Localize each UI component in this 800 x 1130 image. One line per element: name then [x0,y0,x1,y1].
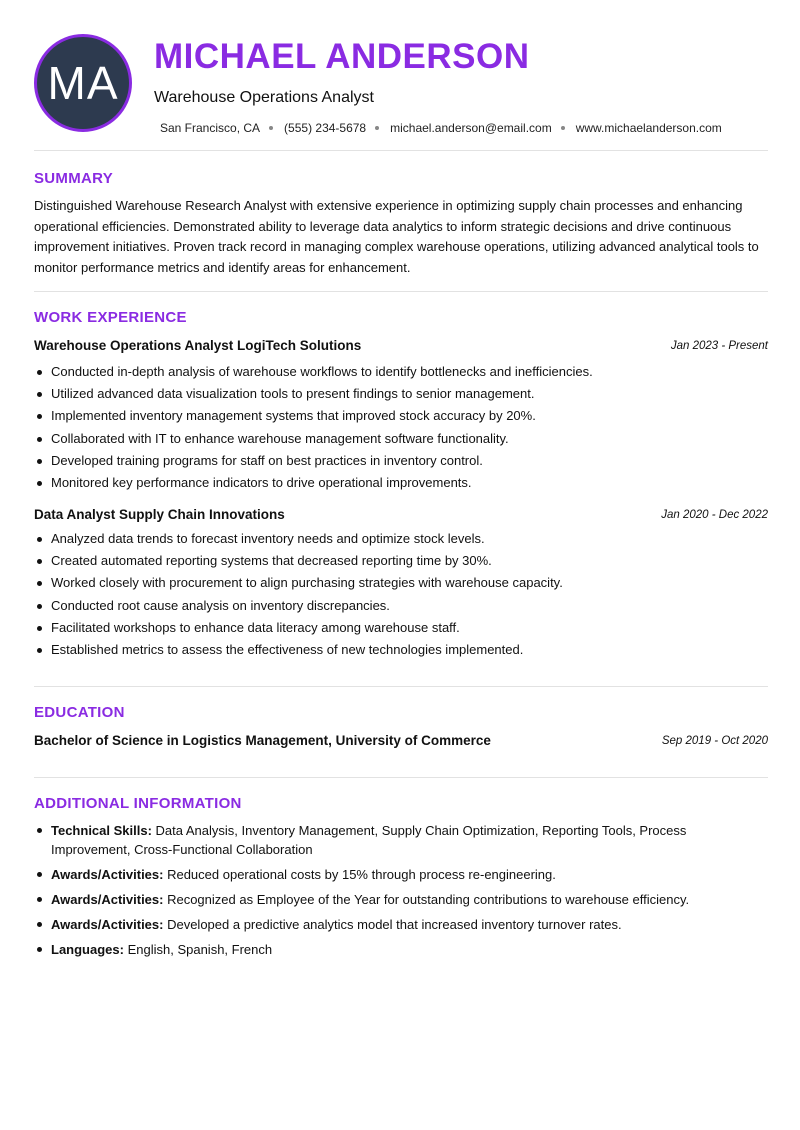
item-text: English, Spanish, French [123,942,273,957]
list-item: Monitored key performance indicators to drive operational improvements. [34,472,768,494]
section-divider [34,291,768,292]
job-role: Data Analyst Supply Chain Innovations [34,507,285,522]
list-item [34,940,724,959]
resume-header [34,34,768,138]
section-divider [34,686,768,687]
additional-list [34,821,724,965]
additional-heading: ADDITIONAL INFORMATION [34,795,242,812]
item-label: Languages: [51,942,124,957]
education-entry [34,732,768,750]
job-header [34,337,768,355]
separator-dot [561,126,565,130]
education-heading: EDUCATION [34,704,125,721]
list-item [34,890,724,909]
item-label: Awards/Activities: [51,867,164,882]
list-item: Conducted in-depth analysis of warehouse workflows to identify bottlenecks and inefficiencies. [34,361,768,383]
contact-email[interactable]: michael.anderson@email.com [390,121,552,135]
list-item: Implemented inventory management systems that improved stock accuracy by 20%. [34,405,768,427]
contact-location: San Francisco, CA [160,121,261,135]
list-item: Utilized advanced data visualization tools to present findings to senior management. [34,383,768,405]
summary-heading: SUMMARY [34,170,114,187]
list-item: Facilitated workshops to enhance data literacy among warehouse staff. [34,617,768,639]
list-item: Worked closely with procurement to align purchasing strategies with warehouse capacity. [34,572,768,594]
job-header [34,506,768,524]
list-item: Analyzed data trends to forecast inventory needs and optimize stock levels. [34,528,768,550]
job-role: Warehouse Operations Analyst LogiTech Solutions [34,338,362,353]
item-text: Data Analysis, Inventory Management, Supply Chain Optimization, Reporting Tools, Process Improvement, Cross-Functional Collaboration [51,823,687,857]
experience-heading: WORK EXPERIENCE [34,309,187,326]
item-label: Awards/Activities: [51,892,164,907]
list-item: Established metrics to assess the effectiveness of new technologies implemented. [34,639,768,661]
candidate-title: Warehouse Operations Analyst [154,89,374,106]
list-item [34,821,724,859]
list-item [34,915,724,934]
job-bullets [34,528,768,661]
job-dates: Jan 2023 - Present [670,340,768,352]
item-text: Developed a predictive analytics model that increased inventory turnover rates. [163,917,622,932]
contact-phone: (555) 234-5678 [284,121,367,135]
item-label: Technical Skills: [51,823,152,838]
job-bullets [34,361,768,494]
separator-dot [269,126,273,130]
avatar [34,34,132,132]
list-item: Created automated reporting systems that decreased reporting time by 30%. [34,550,768,572]
item-text: Recognized as Employee of the Year for outstanding contributions to warehouse efficiency. [163,892,690,907]
item-label: Awards/Activities: [51,917,164,932]
education-degree: Bachelor of Science in Logistics Management, University of Commerce [34,733,491,748]
list-item [34,865,724,884]
separator-dot [375,126,379,130]
candidate-name: MICHAEL ANDERSON [154,37,530,76]
contact-line [160,120,722,136]
contact-website[interactable]: www.michaelanderson.com [575,121,722,135]
list-item: Developed training programs for staff on best practices in inventory control. [34,450,768,472]
job-dates: Jan 2020 - Dec 2022 [661,509,768,521]
section-divider [34,150,768,151]
list-item: Conducted root cause analysis on inventory discrepancies. [34,595,768,617]
section-divider [34,777,768,778]
education-dates: Sep 2019 - Oct 2020 [661,735,768,747]
summary-text: Distinguished Warehouse Research Analyst with extensive experience in optimizing supply chain processes and enhancing operational efficiencies. Demonstrated ability to leverage data analytics to inform strategic decisions and drive continuous improvement initiatives. Proven track record in managing complex warehouse operations, utilizing advanced analytical tools to monitor performance metrics and identify areas for enhancement. [34,198,759,275]
avatar-initials: MA [47,57,119,109]
list-item: Collaborated with IT to enhance warehouse management software functionality. [34,428,768,450]
item-text: Reduced operational costs by 15% through process re-engineering. [163,867,556,882]
